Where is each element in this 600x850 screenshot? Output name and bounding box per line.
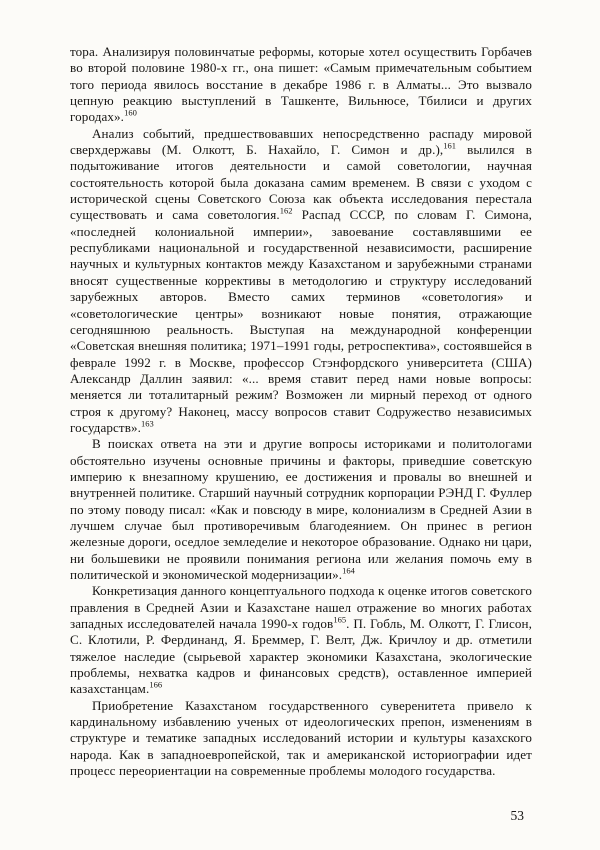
text-run: В поисках ответа на эти и другие вопросы историками и политологами обстоятельно изучены основные причины и факторы, приведшие советскую империю к внезапному крушению, ее достижения и провалы во внешней и внутренней политике. Старший научный сотрудник корпорации РЭНД Г. Фуллер по этому поводу писал: «Как и повсюду в мире, колониализм в Средней Азии в лучшем случае был противоречивым благодеянием. Он принес в регион железные дороги, оседлое земледелие и некоторое образование. Однако ни цари, ни большевики не проявили понимания региона или желания помочь ему в политической и экономической модернизации». — [70, 436, 532, 582]
text-run: тора. Анализируя половинчатые реформы, которые хотел осуществить Горбачев во второй половине 1980-х гг., она пишет: «Самым примечательным событием того периода явилось восстание в декабре 1986 г. в Алматы... Это вызвало цепную реакцию выступлений в Ташкенте, Вильнюсе, Тбилиси и других городах». — [70, 44, 532, 125]
text-run: Приобретение Казахстаном государственного суверенитета привело к кардинальному избавлению ученых от идеологических препон, изменениям в структуре и тематике западных исследований истории и культуры казахского народа. Как в западноевропейской, так и американской историографии идет процесс переориентации на современные проблемы молодого государства. — [70, 697, 532, 779]
footnote-ref: 162 — [279, 206, 293, 217]
text-run: Анализ событий, предшествовавших непосредственно распаду мировой сверхдержавы (М. Олкотт, Б. Нахайло, Г. Симон и др.), — [70, 125, 532, 158]
paragraph — [70, 583, 532, 697]
paragraph — [70, 436, 532, 583]
footnote-ref: 165 — [333, 614, 347, 625]
paragraph — [70, 126, 532, 437]
text-run: Распад СССР, по словам Г. Симона, «последней колониальной империи», завоевание составлявшими ее республиками национальной и государственной независимости, расширение научных и культурных контактов между Казахстаном и зарубежными странами вносят существенные коррективы в методологию и структуру исследований зарубежных авторов. Вместо самих терминов «советология» и «советологические центры» возникают новые понятия, отражающие сегодняшнюю реальность. Выступая на международной конференции «Советская внешняя политика; 1971–1991 годы, ретроспектива», состоявшейся в феврале 1992 г. в Москве, профессор Стэнфордского университета (США) Александр Даллин заявил: «... время ставит перед нами новые вопросы: меняется ли тоталитарный режим? Возможен ли мирный переход от одного строя к другому? Наконец, массу вопросов ставит Содружество независимых государств». — [70, 207, 532, 435]
footnote-ref: 161 — [443, 140, 457, 151]
paragraph — [70, 44, 532, 126]
footnote-ref: 164 — [342, 565, 355, 576]
footnote-ref: 160 — [124, 108, 137, 119]
text-run: . П. Гобль, М. Олкотт, Г. Глисон, С. Клотили, Р. Фердинанд, Я. Бреммер, Г. Велт, Дж. Кричлоу и др. отметили тяжелое наследие (сырьевой характер экономики Казахстана, экологические проблемы, нехватка кадров и финансовых средств), оставленное империей казахстанцам. — [70, 616, 532, 697]
footnote-ref: 166 — [149, 680, 163, 691]
paragraph — [70, 698, 532, 780]
text-block — [70, 44, 532, 779]
page-number: 53 — [510, 808, 524, 823]
text-run: Конкретизация данного концептуального подхода к оценке итогов советского правления в Средней Азии и Казахстане нашел отражение во многих работах западных исследователей начала 1990-х годов — [70, 583, 532, 632]
footnote-ref: 163 — [141, 418, 154, 429]
text-run: вылился в подытоживание итогов деятельности и самой советологии, научная состоятельность которой была доказана самим временем. В связи с уходом с исторической сцены Советского Союза как объекта исследования перестала существовать и сама советология. — [70, 142, 532, 223]
